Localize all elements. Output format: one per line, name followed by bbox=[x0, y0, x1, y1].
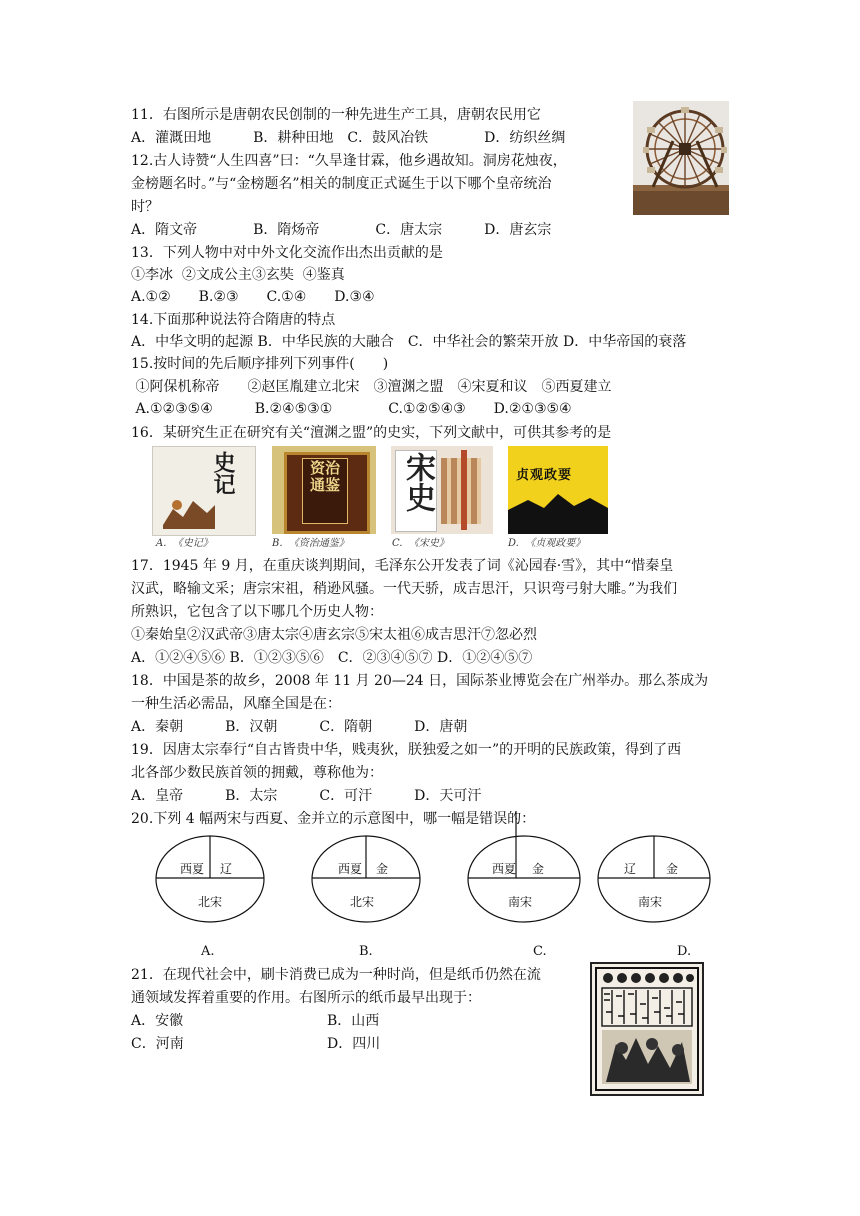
q12-line-3: 时？ bbox=[131, 199, 159, 215]
q17-line-2: 汉武，略输文采；唐宗宋祖，稍逊风骚。一代天骄，成吉思汗，只识弯弓射大雕。”为我们 bbox=[131, 581, 678, 597]
diagram-letter-b: B. bbox=[359, 944, 373, 959]
q11-options: A．灌溉田地 B．耕种田地 C．鼓风冶铁 D．纺织丝绸 bbox=[131, 130, 566, 146]
q13-stem: 13．下列人物中对中外文化交流作出杰出贡献的是 bbox=[131, 245, 443, 261]
q14-options: A．中华文明的起源 B．中华民族的大融合 C．中华社会的繁荣开放 D．中华帝国的衰落 bbox=[131, 334, 687, 350]
q14-stem: 14.下面那种说法符合隋唐的特点 bbox=[131, 312, 336, 328]
q19-line-1: 19．因唐太宗奉行“自古皆贵中华，贱夷狄，朕独爱之如一”的开明的民族政策，得到了西 bbox=[131, 742, 682, 758]
diagram-b-top-right: 金 bbox=[376, 862, 389, 876]
diagram-letter-a: A. bbox=[201, 944, 215, 959]
book-title-songshi: 宋史 bbox=[400, 452, 435, 512]
jiaozi-banknote-image bbox=[590, 962, 704, 1096]
q12-line-1: 12.古人诗赞“人生四喜”曰：“久旱逢甘霖，他乡遇故知。洞房花烛夜， bbox=[131, 153, 567, 169]
diagram-c-bottom: 南宋 bbox=[508, 895, 533, 909]
q17-options: A．①②④⑤⑥ B．①②③⑤⑥ C．②③④⑤⑦ D．①②④⑤⑦ bbox=[131, 650, 533, 666]
q13-items: ①李冰 ②文成公主③玄奘 ④鉴真 bbox=[131, 267, 345, 283]
q21-line-1: 21．在现代社会中，刷卡消费已成为一种时尚，但是纸币仍然在流 bbox=[131, 967, 541, 983]
diagram-b bbox=[310, 834, 422, 924]
book-caption-c: C. 《宋史》 bbox=[392, 538, 449, 549]
q19-options: A．皇帝 B．太宗 C．可汗 D．天可汗 bbox=[131, 788, 482, 804]
q18-options: A．秦朝 B．汉朝 C．隋朝 D．唐朝 bbox=[131, 719, 468, 735]
diagram-letter-d: D. bbox=[677, 944, 692, 959]
diagram-letter-c: C. bbox=[533, 944, 547, 959]
q11-stem: 11．右图所示是唐朝农民创制的一种先进生产工具，唐朝农民用它 bbox=[131, 107, 541, 123]
book-title-zhenguanzhengyao: 贞观政要 bbox=[516, 468, 573, 483]
q18-line-1: 18．中国是茶的故乡，2008 年 11 月 20—24 日，国际茶业博览会在广州举办。那么茶成为 bbox=[131, 673, 709, 689]
book-cover-songshi bbox=[391, 446, 493, 534]
q21-line-2: 通领域发挥着重要的作用。右图所示的纸币最早出现于： bbox=[131, 990, 481, 1006]
book-caption-d: D. 《贞观政要》 bbox=[508, 538, 586, 549]
q13-options: A.①② B.②③ C.①④ D.③④ bbox=[131, 289, 375, 305]
q17-line-1: 17．1945 年 9 月，在重庆谈判期间，毛泽东公开发表了词《沁园春·雪》，其中“惜秦皇 bbox=[131, 558, 674, 574]
waterwheel-image bbox=[633, 101, 729, 215]
book-cover-shiji bbox=[152, 446, 256, 536]
diagram-b-top-left: 西夏 bbox=[338, 862, 363, 876]
q15-items: ①阿保机称帝 ②赵匡胤建立北宋 ③澶渊之盟 ④宋夏和议 ⑤西夏建立 bbox=[131, 379, 612, 395]
diagram-d-bottom: 南宋 bbox=[638, 895, 663, 909]
q21-option-b: B．山西 bbox=[327, 1013, 380, 1029]
q12-options: A．隋文帝 B．隋炀帝 C．唐太宗 D．唐玄宗 bbox=[131, 222, 552, 238]
q17-items: ①秦始皇②汉武帝③唐太宗④唐玄宗⑤宋太祖⑥成吉思汗⑦忽必烈 bbox=[131, 627, 537, 643]
diagram-c-top-left: 西夏 bbox=[492, 862, 517, 876]
q12-line-2: 金榜题名时。”与“金榜题名”相关的制度正式诞生于以下哪个皇帝统治 bbox=[131, 176, 552, 192]
diagram-d-top-left: 辽 bbox=[624, 862, 637, 876]
diagram-d bbox=[596, 834, 712, 924]
diagram-a-top-right: 辽 bbox=[220, 862, 233, 876]
diagram-a-bottom: 北宋 bbox=[198, 895, 223, 909]
q15-stem: 15.按时间的先后顺序排列下列事件( ) bbox=[131, 356, 389, 372]
q21-option-a: A．安徽 bbox=[131, 1013, 184, 1029]
book-caption-a: A. 《史记》 bbox=[156, 538, 213, 549]
q21-option-c: C．河南 bbox=[131, 1036, 184, 1052]
book-title-zizhitongjian: 资治通鉴 bbox=[309, 459, 340, 494]
q18-line-2: 一种生活必需品，风靡全国是在： bbox=[131, 696, 341, 712]
q20-stem: 20.下列 4 幅两宋与西夏、金并立的示意图中，哪一幅是错误的： bbox=[131, 811, 536, 827]
diagram-a bbox=[154, 834, 266, 924]
q17-line-3: 所熟识，它包含了以下哪几个历史人物： bbox=[131, 604, 383, 620]
diagram-d-top-right: 金 bbox=[666, 862, 679, 876]
book-title-shiji: 史记 bbox=[210, 451, 236, 495]
diagram-b-bottom: 北宋 bbox=[350, 895, 375, 909]
diagram-a-top-left: 西夏 bbox=[180, 862, 205, 876]
diagram-c bbox=[466, 812, 582, 924]
q15-options: A.①②③⑤④ B.②④⑤③① C.①②⑤④③ D.②①③⑤④ bbox=[131, 401, 572, 417]
diagram-c-top-right: 金 bbox=[532, 862, 545, 876]
q19-line-2: 北各部少数民族首领的拥戴，尊称他为： bbox=[131, 765, 383, 781]
book-cover-zizhitongjian bbox=[272, 446, 376, 534]
q21-option-d: D．四川 bbox=[327, 1036, 381, 1052]
book-caption-b: B. 《资治通鉴》 bbox=[272, 538, 349, 549]
q16-stem: 16．某研究生正在研究有关“澶渊之盟”的史实，下列文献中，可供其参考的是 bbox=[131, 425, 612, 441]
book-cover-zhenguanzhengyao bbox=[508, 446, 608, 534]
